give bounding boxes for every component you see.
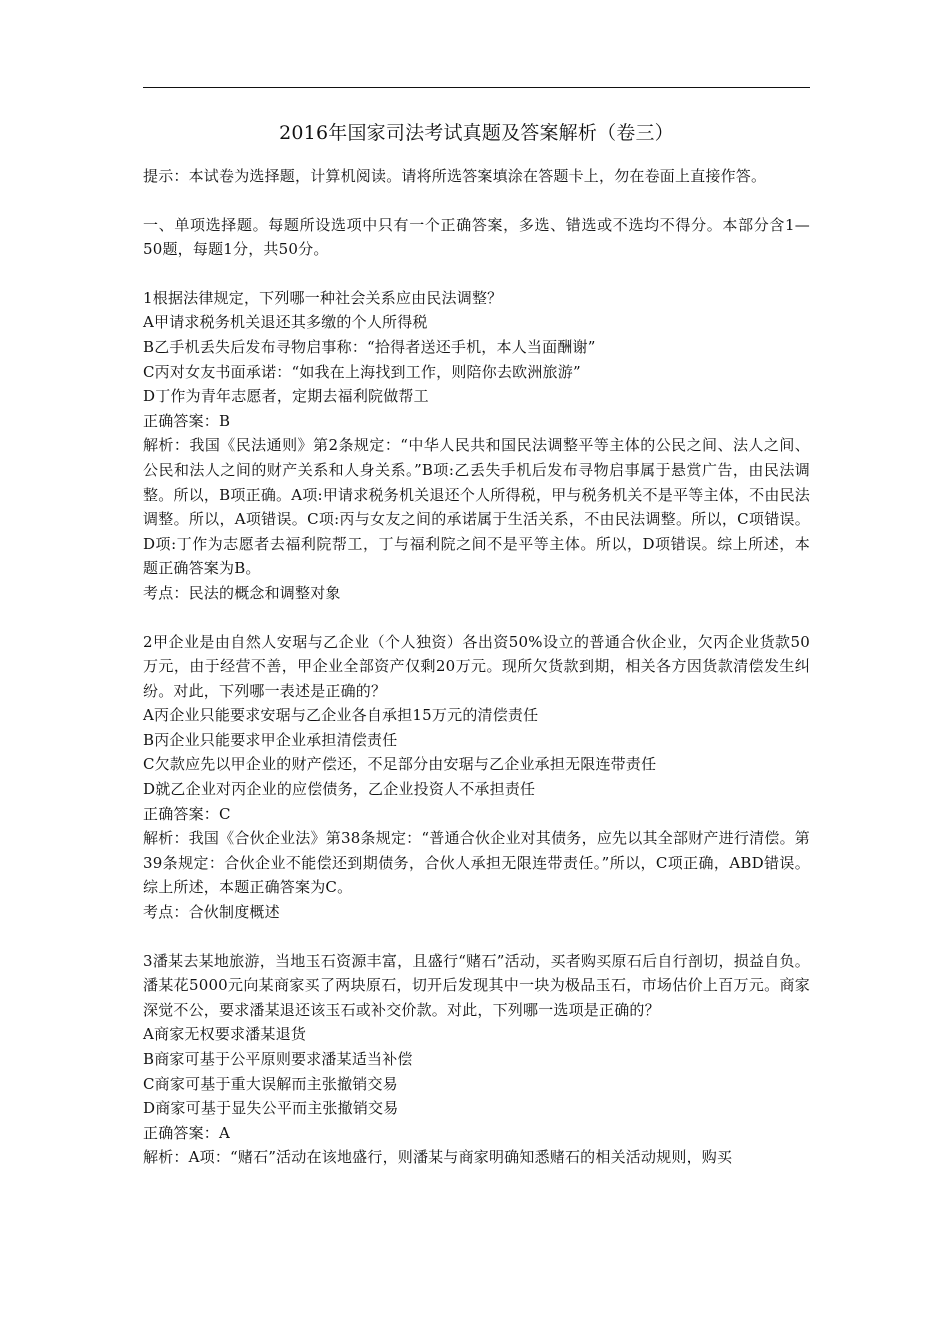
option-d: D就乙企业对丙企业的应偿债务，乙企业投资人不承担责任 xyxy=(143,780,536,799)
question-3 xyxy=(143,949,810,1170)
option-b: B商家可基于公平原则要求潘某适当补偿 xyxy=(143,1050,413,1068)
question-stem: 2甲企业是由自然人安琚与乙企业（个人独资）各出资50%设立的普通合伙企业，欠丙企业货款50万元，由于经营不善，甲企业全部资产仅剩20万元。现所欠货款到期，相关各方因货款清偿发生纠纷。对此，下列哪一表述是正确的？ xyxy=(143,632,810,700)
option-d: D丁作为青年志愿者，定期去福利院做帮工 xyxy=(143,387,429,406)
document-title: 2016年国家司法考试真题及答案解析（卷三） xyxy=(279,122,674,144)
spacer xyxy=(143,925,810,949)
question-2 xyxy=(143,630,810,925)
option-a: A甲请求税务机关退还其多缴的个人所得税 xyxy=(143,313,428,332)
spacer xyxy=(143,262,810,286)
question-1 xyxy=(143,286,810,606)
key-topic: 考点：合伙制度概述 xyxy=(143,903,280,922)
answer-analysis: 解析：我国《民法通则》第2条规定：“中华人民共和国民法调整平等主体的公民之间、法人之间、公民和法人之间的财产关系和人身关系。”B项:乙丢失手机后发布寻物启事属于悬赏广告，由民法调整。所以，B项正确。A项:甲请求税务机关退还个人所得税，甲与税务机关不是平等主体，不由民法调整。所以，A项错误。C项:丙与女友之间的承诺属于生活关系，不由民法调整。所以，C项错误。D项:丁作为志愿者去福利院帮工，丁与福利院之间不是平等主体。所以，D项错误。综上所述，本题正确答案为B。 xyxy=(143,436,810,578)
spacer xyxy=(143,189,810,213)
option-c: C商家可基于重大误解而主张撤销交易 xyxy=(143,1074,398,1093)
option-b: B乙手机丢失后发布寻物启事称：“拾得者送还手机，本人当面酬谢” xyxy=(143,337,596,356)
option-c: C欠款应先以甲企业的财产偿还，不足部分由安琚与乙企业承担无限连带责任 xyxy=(143,755,657,774)
key-topic: 考点：民法的概念和调整对象 xyxy=(143,583,341,602)
section-intro: 一、单项选择题。每题所设选项中只有一个正确答案，多选、错选或不选均不得分。本部分含1—50题，每题1分，共50分。 xyxy=(143,215,810,259)
answer-analysis: 解析：A项：“赌石”活动在该地盛行，则潘某与商家明确知悉赌石的相关活动规则，购买 xyxy=(143,1148,733,1167)
correct-answer: 正确答案：C xyxy=(143,804,231,823)
answer-analysis: 解析：我国《合伙企业法》第38条规定：“普通合伙企业对其债务，应先以其全部财产进行清偿。第39条规定：合伙企业不能偿还到期债务，合伙人承担无限连带责任。”所以，C项正确，ABD错误。综上所述，本题正确答案为C。 xyxy=(143,829,810,897)
spacer xyxy=(143,606,810,630)
correct-answer: 正确答案：B xyxy=(143,411,231,430)
question-stem: 3潘某去某地旅游，当地玉石资源丰富，且盛行“赌石”活动，买者购买原石后自行剖切，损益自负。潘某花5000元向某商家买了两块原石，切开后发现其中一块为极品玉石，市场估价上百万元。商家深觉不公，要求潘某退还该玉石或补交价款。对此，下列哪一选项是正确的？ xyxy=(143,951,810,1019)
question-stem: 1根据法律规定，下列哪一种社会关系应由民法调整？ xyxy=(143,288,503,307)
document-body xyxy=(143,118,810,1170)
header-rule xyxy=(143,87,810,88)
exam-notice: 提示：本试卷为选择题，计算机阅读。请将所选答案填涂在答题卡上，勿在卷面上直接作答。 xyxy=(143,167,767,185)
option-b: B丙企业只能要求甲企业承担清偿责任 xyxy=(143,730,398,749)
option-a: A商家无权要求潘某退货 xyxy=(143,1025,307,1044)
option-a: A丙企业只能要求安琚与乙企业各自承担15万元的清偿责任 xyxy=(143,706,539,725)
correct-answer: 正确答案：A xyxy=(143,1123,231,1142)
option-d: D商家可基于显失公平而主张撤销交易 xyxy=(143,1099,399,1118)
option-c: C丙对女友书面承诺：“如我在上海找到工作，则陪你去欧洲旅游” xyxy=(143,362,581,381)
